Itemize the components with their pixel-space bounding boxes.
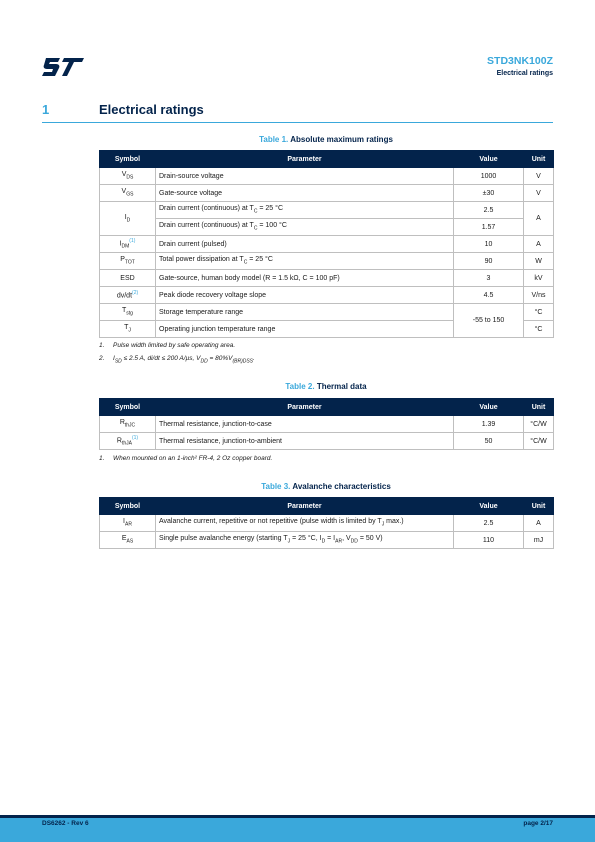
- page-number: page 2/17: [523, 820, 553, 827]
- symbol-cell: $V_{GS}$: [100, 185, 156, 202]
- table1-caption-number: Table 1.: [259, 135, 289, 144]
- value-cell: 4.5: [454, 287, 524, 304]
- table-row: [100, 416, 554, 433]
- symbol-cell: $E_{AS}$: [100, 532, 156, 549]
- symbol-cell: $dv/dt^{(2)}$: [100, 287, 156, 304]
- table-row: [100, 253, 554, 270]
- parameter-cell: Peak diode recovery voltage slope: [156, 287, 454, 304]
- footer-band: [0, 815, 595, 842]
- col-header-symbol: Symbol: [100, 498, 156, 515]
- unit-cell: V: [524, 168, 554, 185]
- col-header-unit: Unit: [524, 151, 554, 168]
- value-cell: 2.5: [454, 515, 524, 532]
- table2-caption-number: Table 2.: [285, 382, 315, 391]
- value-cell: 1.57: [454, 219, 524, 236]
- absolute-max-ratings-table: [99, 150, 554, 338]
- parameter-cell: Drain-source voltage: [156, 168, 454, 185]
- symbol-cell: $R_{thJC}$: [100, 416, 156, 433]
- section-title: Electrical ratings: [99, 102, 204, 117]
- col-header-symbol: Symbol: [100, 399, 156, 416]
- unit-cell: kV: [524, 270, 554, 287]
- symbol-cell: $T_{stg}$: [100, 304, 156, 321]
- symbol-cell: $T_J$: [100, 321, 156, 338]
- symbol-cell: $I_D$: [100, 202, 156, 236]
- parameter-cell: Operating junction temperature range: [156, 321, 454, 338]
- parameter-cell: Avalanche current, repetitive or not repetitive (pulse width is limited by $T_J$ max.): [156, 515, 454, 532]
- unit-cell: A: [524, 515, 554, 532]
- thermal-data-table: [99, 398, 554, 450]
- parameter-cell: Single pulse avalanche energy (starting $T_J = 25$ °C, $I_D = I_{AR}$, $V_{DD} = 50$ V): [156, 532, 454, 549]
- document-id: DS6262 - Rev 6: [42, 820, 89, 827]
- table-header-row: [100, 399, 554, 416]
- col-header-parameter: Parameter: [156, 399, 454, 416]
- table-row: [100, 515, 554, 532]
- unit-cell: V: [524, 185, 554, 202]
- symbol-cell: $P_{TOT}$: [100, 253, 156, 270]
- unit-cell: V/ns: [524, 287, 554, 304]
- parameter-cell: Drain current (continuous) at $T_C = 100$ °C: [156, 219, 454, 236]
- table1-caption: [99, 135, 553, 144]
- parameter-cell: Thermal resistance, junction-to-ambient: [156, 433, 454, 450]
- table1-note-2: 2. $I_{SD} \le 2.5$ A, di/dt ≤ 200 A/µs, $V_{DD} = 80\%V_{(BR)DSS}$.: [99, 355, 255, 365]
- col-header-symbol: Symbol: [100, 151, 156, 168]
- symbol-cell: $R_{thJA}^{(1)}$: [100, 433, 156, 450]
- parameter-cell: Total power dissipation at $T_C = 25$ °C: [156, 253, 454, 270]
- col-header-parameter: Parameter: [156, 498, 454, 515]
- unit-cell: A: [524, 236, 554, 253]
- parameter-cell: Gate-source, human body model (R = 1.5 kΩ, C = 100 pF): [156, 270, 454, 287]
- table-header-row: [100, 151, 554, 168]
- symbol-cell: $I_{DM}^{(1)}$: [100, 236, 156, 253]
- unit-cell: °C: [524, 321, 554, 338]
- symbol-cell: $I_{AR}$: [100, 515, 156, 532]
- document-title: STD3NK100Z: [487, 55, 553, 67]
- table-row: [100, 185, 554, 202]
- col-header-unit: Unit: [524, 399, 554, 416]
- unit-cell: °C/W: [524, 416, 554, 433]
- table1-note-1: 1. Pulse width limited by safe operating area.: [99, 342, 236, 349]
- table3-caption-number: Table 3.: [261, 482, 291, 491]
- unit-cell: °C: [524, 304, 554, 321]
- table-row: [100, 287, 554, 304]
- st-logo: [42, 56, 84, 78]
- table1-caption-title: Absolute maximum ratings: [290, 135, 393, 144]
- parameter-cell: Drain current (continuous) at $T_C = 25$ °C: [156, 202, 454, 219]
- table-row: [100, 532, 554, 549]
- unit-cell: mJ: [524, 532, 554, 549]
- parameter-cell: Thermal resistance, junction-to-case: [156, 416, 454, 433]
- value-cell: -55 to 150: [454, 304, 524, 338]
- table2-note-1: 1. When mounted on an 1-inch² FR-4, 2 Oz copper board.: [99, 455, 273, 462]
- col-header-unit: Unit: [524, 498, 554, 515]
- table-row: [100, 219, 554, 236]
- table3-caption: [99, 482, 553, 491]
- parameter-cell: Drain current (pulsed): [156, 236, 454, 253]
- col-header-parameter: Parameter: [156, 151, 454, 168]
- col-header-value: Value: [454, 498, 524, 515]
- header-section-name: Electrical ratings: [496, 70, 553, 77]
- value-cell: 1.39: [454, 416, 524, 433]
- table-row: [100, 202, 554, 219]
- value-cell: 90: [454, 253, 524, 270]
- table-header-row: [100, 498, 554, 515]
- unit-cell: A: [524, 202, 554, 236]
- parameter-cell: Storage temperature range: [156, 304, 454, 321]
- section-divider: [42, 122, 553, 123]
- table-row: [100, 304, 554, 321]
- value-cell: 2.5: [454, 202, 524, 219]
- value-cell: ±30: [454, 185, 524, 202]
- value-cell: 110: [454, 532, 524, 549]
- table2-caption: [99, 382, 553, 391]
- table2-caption-title: Thermal data: [316, 382, 367, 391]
- table-row: [100, 168, 554, 185]
- col-header-value: Value: [454, 399, 524, 416]
- table-row: [100, 433, 554, 450]
- footer-divider: [0, 815, 595, 818]
- avalanche-characteristics-table: [99, 497, 554, 549]
- symbol-cell: $V_{DS}$: [100, 168, 156, 185]
- symbol-cell: ESD: [100, 270, 156, 287]
- value-cell: 10: [454, 236, 524, 253]
- col-header-value: Value: [454, 151, 524, 168]
- unit-cell: °C/W: [524, 433, 554, 450]
- value-cell: 1000: [454, 168, 524, 185]
- table-row: [100, 236, 554, 253]
- parameter-cell: Gate-source voltage: [156, 185, 454, 202]
- unit-cell: W: [524, 253, 554, 270]
- table3-caption-title: Avalanche characteristics: [292, 482, 391, 491]
- table-row: [100, 270, 554, 287]
- value-cell: 50: [454, 433, 524, 450]
- value-cell: 3: [454, 270, 524, 287]
- section-number: 1: [42, 102, 50, 117]
